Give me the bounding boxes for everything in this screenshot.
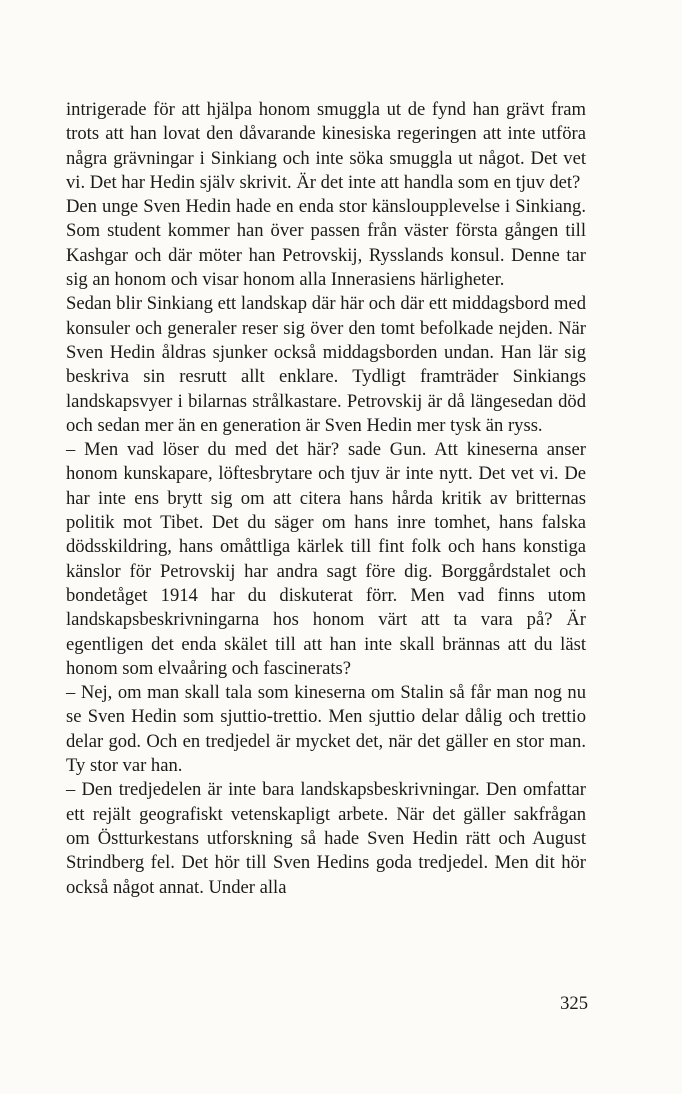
- body-text: [66, 98, 586, 900]
- paragraph: – Nej, om man skall tala som kineserna om Stalin så får man nog nu se Sven Hedin som sjuttio-trettio. Men sjuttio delar dålig och trettio delar god. Och en tredjedel är mycket det, när det gäller en stor man. Ty stor var han.: [66, 682, 586, 777]
- paragraph: – Men vad löser du med det här? sade Gun. Att kineserna anser honom kunskapare, löftesbrytare och tjuv är inte nytt. Det vet vi. De har inte ens brytt sig om att citera hans hårda kritik av britternas politik mot Tibet. Det du säger om hans inre tomhet, hans falska dödsskildring, hans omåttliga kärlek till fint folk och hans konstiga känslor för Petrovskij har andra sagt före dig. Borggårdstalet och bondetåget 1914 har du diskuterat förr. Men vad finns utom landskapsbeskrivningarna hos honom värt att ta vara på? Är egentligen det enda skälet till att han inte skall brännas att du läst honom som elvaåring och fascinerats?: [66, 439, 586, 679]
- paragraph: Sedan blir Sinkiang ett landskap där här och där ett middagsbord med konsuler och generaler reser sig över den tomt befolkade nejden. När Sven Hedin åldras sjunker också middagsborden undan. Han lär sig beskriva sin resrutt allt enklare. Tydligt framträder Sinkiangs landskapsvyer i bilarnas strålkastare. Petrovskij är då längesedan död och sedan mer än en generation är Sven Hedin mer tysk än ryss.: [66, 293, 586, 436]
- paragraph: – Den tredjedelen är inte bara landskapsbeskrivningar. Den omfattar ett rejält geografiskt vetenskapligt arbete. När det gäller sakfrågan om Östturkestans utforskning så hade Sven Hedin rätt och August Strindberg fel. Det hör till Sven Hedins goda tredjedel. Men dit hör också något annat. Under alla: [66, 779, 586, 898]
- page-number: 325: [560, 993, 588, 1014]
- paragraph: Den unge Sven Hedin hade en enda stor känsloupplevelse i Sinkiang. Som student kommer han över passen från väster första gången till Kashgar och där möter han Petrovskij, Rysslands konsul. Denne tar sig an honom och visar honom alla Innerasiens härligheter.: [66, 196, 586, 291]
- paragraph: intrigerade för att hjälpa honom smuggla ut de fynd han grävt fram trots att han lovat den dåvarande kinesiska regeringen att inte utföra några grävningar i Sinkiang och inte söka smuggla ut något. Det vet vi. Det har Hedin själv skrivit. Är det inte att handla som en tjuv det?: [66, 99, 586, 193]
